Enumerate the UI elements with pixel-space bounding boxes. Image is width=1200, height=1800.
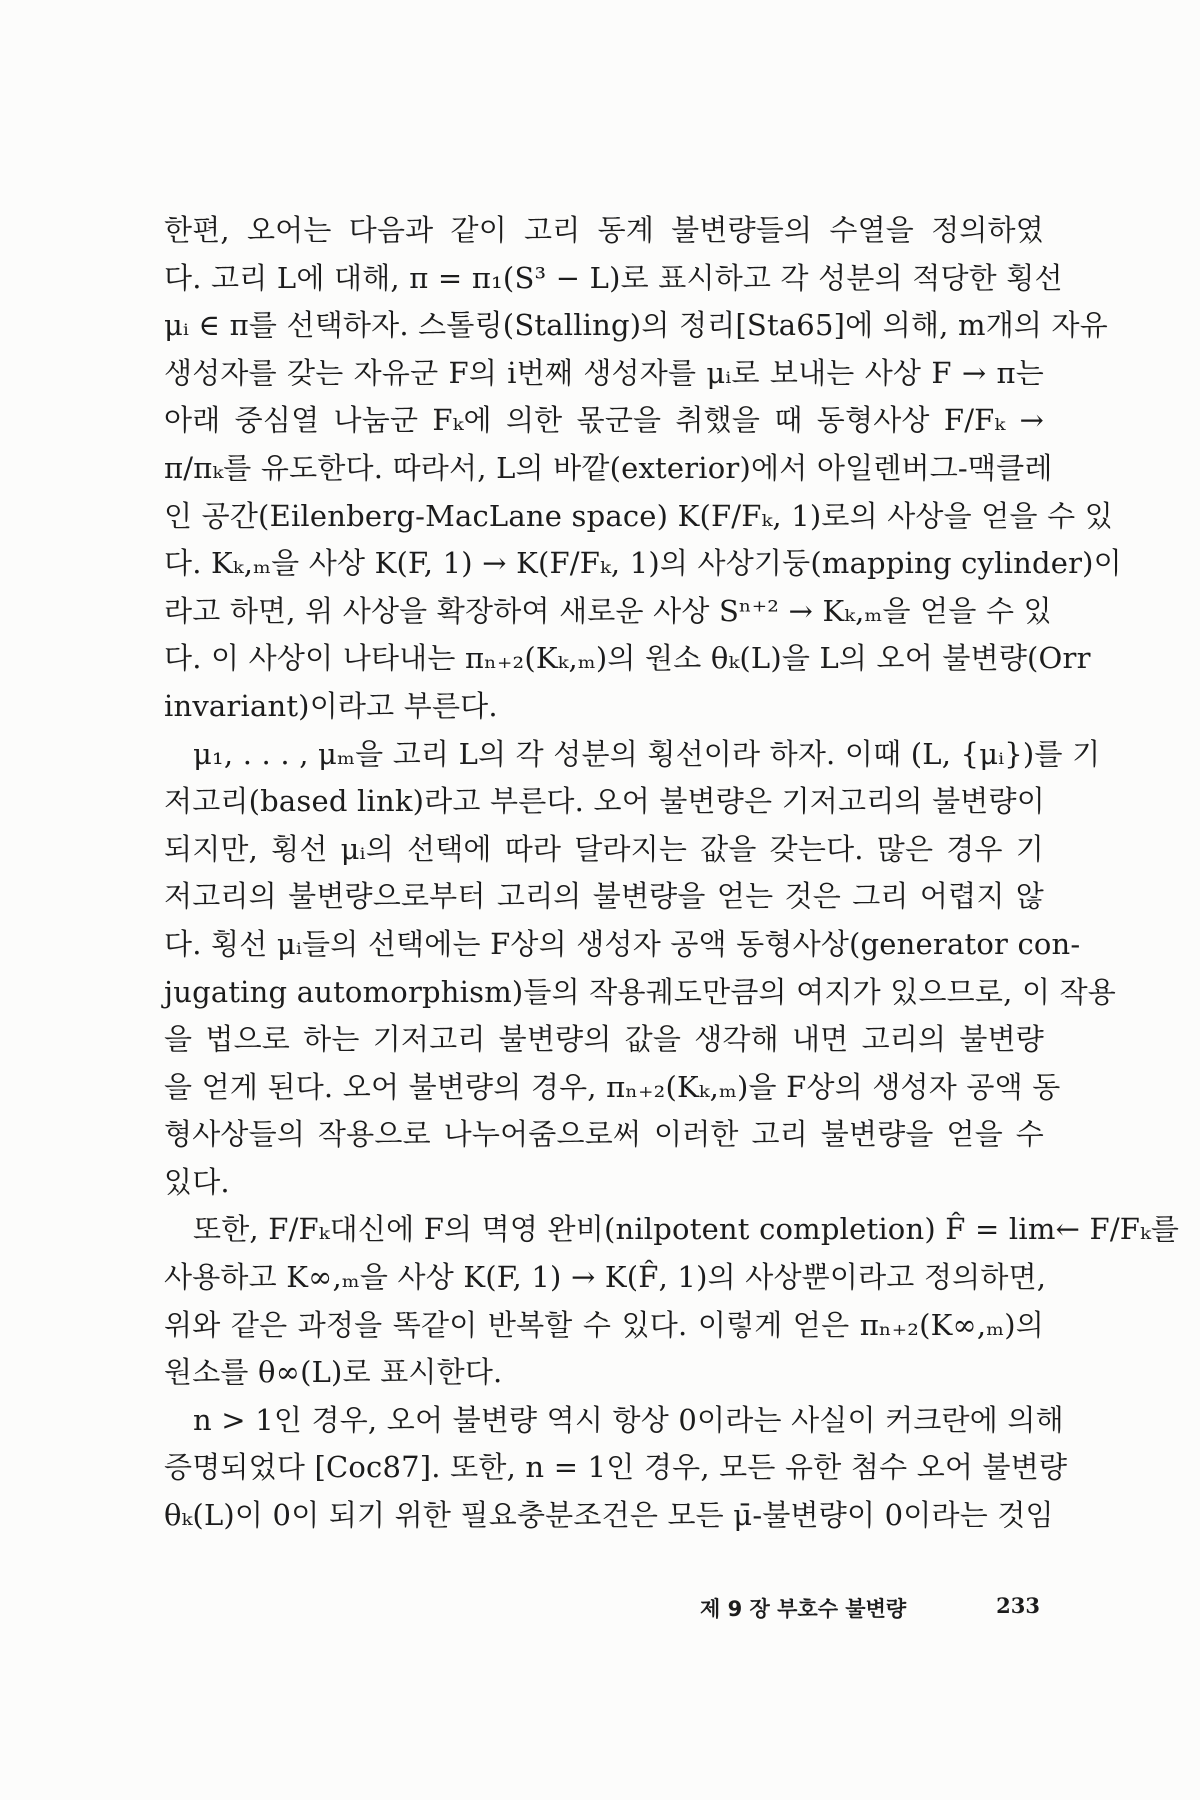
text-line: jugating automorphism)들의 작용궤도만큼의 여지가 있으므로, 이 작용 (164, 974, 1116, 1009)
text-line: 증명되었다 [Coc87]. 또한, n = 1인 경우, 모든 유한 첨수 오어 불변량 (164, 1450, 1068, 1485)
text-line: 아래 중심열 나눔군 Fₖ에 의한 몫군을 취했을 때 동형사상 F/Fₖ → (164, 403, 1044, 438)
running-footer (700, 1593, 1040, 1629)
text-line: 다. Kₖ,ₘ을 사상 K(F, 1) → K(F/Fₖ, 1)의 사상기둥(mapping cylinder)이 (164, 546, 1122, 581)
text-line: 다. 고리 L에 대해, π = π₁(S³ − L)로 표시하고 각 성분의 적당한 횡선 (164, 260, 1063, 295)
text-line: 원소를 θ∞(L)로 표시한다. (164, 1355, 503, 1390)
text-line: 저고리의 불변량으로부터 고리의 불변량을 얻는 것은 그리 어렵지 않 (164, 879, 1044, 914)
text-line: 라고 하면, 위 사상을 확장하여 새로운 사상 Sⁿ⁺² → Kₖ,ₘ을 얻을 수 있 (164, 593, 1052, 628)
chapter-title: 제 9 장 부호수 불변량 (700, 1597, 907, 1621)
text-line: θₖ(L)이 0이 되기 위한 필요충분조건은 모든 μ̄-불변량이 0이라는 것임 (164, 1498, 1054, 1533)
text-line: 저고리(based link)라고 부른다. 오어 불변량은 기저고리의 불변량이 (164, 784, 1045, 819)
text-line: 형사상들의 작용으로 나누어줌으로써 이러한 고리 불변량을 얻을 수 (164, 1117, 1044, 1152)
text-line: π/πₖ를 유도한다. 따라서, L의 바깥(exterior)에서 아일렌버그-맥클레 (164, 450, 1053, 485)
text-line: 을 법으로 하는 기저고리 불변량의 값을 생각해 내면 고리의 불변량 (164, 1022, 1044, 1057)
text-line: 또한, F/Fₖ대신에 F의 멱영 완비(nilpotent completion) F̂ = lim← F/Fₖ를 (193, 1212, 1180, 1247)
text-line: 다. 이 사상이 나타내는 πₙ₊₂(Kₖ,ₘ)의 원소 θₖ(L)을 L의 오어 불변량(Orr (164, 641, 1091, 676)
text-line: 위와 같은 과정을 똑같이 반복할 수 있다. 이렇게 얻은 πₙ₊₂(K∞,ₘ)의 (164, 1307, 1044, 1342)
text-line: invariant)이라고 부른다. (164, 688, 498, 723)
text-line: 있다. (164, 1164, 230, 1199)
text-line: 사용하고 K∞,ₘ을 사상 K(F, 1) → K(F̂, 1)의 사상뿐이라고 정의하면, (164, 1260, 1047, 1295)
text-line: 을 얻게 된다. 오어 불변량의 경우, πₙ₊₂(Kₖ,ₘ)을 F상의 생성자 공액 동 (164, 1069, 1061, 1104)
text-line: n > 1인 경우, 오어 불변량 역시 항상 0이라는 사실이 커크란에 의해 (193, 1402, 1064, 1437)
page-number: 233 (996, 1593, 1040, 1618)
text-line: 한편, 오어는 다음과 같이 고리 동계 불변량들의 수열을 정의하였 (164, 213, 1044, 247)
text-line: μ₁, . . . , μₘ을 고리 L의 각 성분의 횡선이라 하자. 이때 (L, {μᵢ})를 기 (193, 736, 1101, 771)
text-line: 다. 횡선 μᵢ들의 선택에는 F상의 생성자 공액 동형사상(generator con- (164, 926, 1081, 961)
text-line: 인 공간(Eilenberg-MacLane space) K(F/Fₖ, 1)로의 사상을 얻을 수 있 (164, 498, 1113, 533)
text-line: 되지만, 횡선 μᵢ의 선택에 따라 달라지는 값을 갖는다. 많은 경우 기 (164, 831, 1044, 866)
text-line: 생성자를 갖는 자유군 F의 i번째 생성자를 μᵢ로 보내는 사상 F → π는 (164, 355, 1044, 390)
text-line: μᵢ ∈ π를 선택하자. 스톨링(Stalling)의 정리[Sta65]에 의해, m개의 자유 (164, 308, 1108, 343)
body-text (164, 207, 1180, 1540)
